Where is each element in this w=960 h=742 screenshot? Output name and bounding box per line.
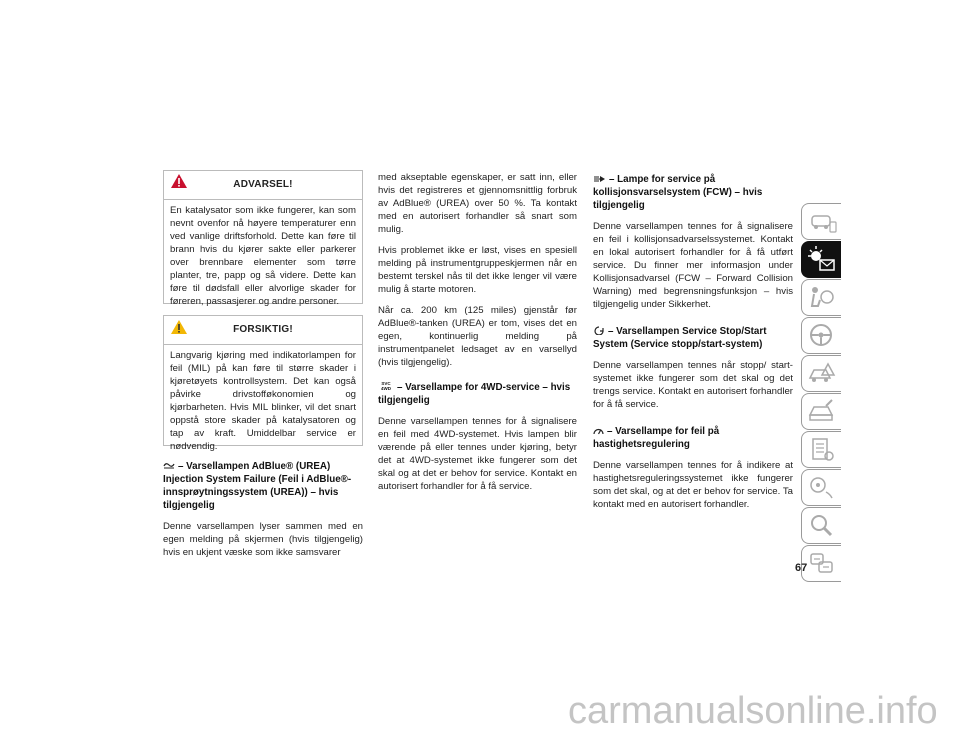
speedometer-lamp-icon — [593, 426, 604, 435]
specifications-list-icon — [802, 432, 840, 467]
tab-emergency[interactable] — [801, 355, 841, 392]
fcw-text: Denne varsellampen tennes for å signalisere en feil i kollisjonsadvarselssystemet. Kontakt en lokal autorisert forhandler for å få utført service. Du finner mer informasjon under Kollisjonsadvarsel (FCW – Forward Collision Warning) med begrensningsfunksjon – hvis tilgjengelig under Sikkerhet. — [593, 221, 793, 310]
adblue-paragraph-3: Når ca. 200 km (125 miles) gjenstår før AdBlue®-tanken (UREA) er tom, vises det en egen, kontinuerlig melding på instrumentpanelet ledsaget av en varsellyd (hvis tilgjengelig). — [378, 305, 577, 368]
caution-title: FORSIKTIG! — [233, 324, 293, 335]
car-service-icon — [802, 394, 840, 429]
speed-text: Denne varsellampen tennes for å indikere at hastighetsreguleringssystemet ikke fungerer som det skal, og at det er behov for service. Ta kontakt med en autorisert forhandler. — [593, 460, 793, 510]
warning-text: En katalysator som ikke fungerer, kan som nevnt ovenfor nå høyere temperaturer enn ved vanlige driftsforhold. Dette kan føre til brann hvis du kjører sakte eller parkerer over brennbare elementer som tørre planter, tre, papp og så videre. Dette kan føre til dødsfall eller alvorlige skader for føreren, passasjerer og andre personer. — [170, 205, 356, 307]
caution-box-header — [164, 316, 362, 345]
adblue-paragraph-1: Denne varsellampen lyser sammen med en egen melding på skjermen (hvis tilgjengelig) hvis en ukjent væske som ikke samsvarer — [163, 521, 363, 558]
car-key-icon — [802, 204, 840, 239]
warning-box — [163, 170, 363, 307]
svc4wd-text: Denne varsellampen tennes for å signalisere en feil med 4WD-systemet. Hvis lampen blir værende på eller tennes under kjøring, betyr det at 4WD-systemet ikke fungerer som det skal og at det er behov for service. Kontakt en autorisert forhandler for å få service. — [378, 416, 577, 492]
warning-box-header — [164, 171, 362, 200]
stopstart-heading — [593, 325, 793, 351]
site-watermark: carmanualsonline.info — [568, 690, 938, 732]
adblue-paragraph-2: Hvis problemet ikke er løst, vises en spesiell melding på instrumentgruppeskjermen når en bestemt terskel nås til det ikke lenger vil være mulig å starte motoren. — [378, 245, 577, 295]
adblue-lamp-icon — [163, 462, 175, 470]
right-column — [593, 173, 793, 511]
fcw-heading — [593, 173, 793, 212]
caution-text: Langvarig kjøring med indikatorlampen for feil (MIL) på kan føre til større skader i kjøretøyets kontrollsystem. Det kan også påvirke drivstofføkonomien og kjørbarheten. Hvis MIL blinker, vil det snart oppstå store skader på katalysatoren og tap av kraft. Umiddelbar service er nødvendig. — [170, 350, 356, 452]
warning-title: ADVARSEL! — [233, 179, 293, 190]
fcw-lamp-icon — [593, 175, 606, 183]
adblue-section — [163, 460, 363, 559]
stopstart-heading-text: – Varsellampen Service Stop/Start System (Service stopp/start-system) — [593, 326, 767, 350]
tab-driving[interactable] — [801, 317, 841, 354]
multimedia-icon — [802, 470, 840, 505]
dashboard-warning-lights-icon — [802, 242, 840, 277]
svc4wd-lamp-icon: SVC 4WD — [381, 381, 391, 391]
magnifier-icon — [802, 508, 840, 543]
speed-heading-text: – Varsellampe for feil på hastighetsregulering — [593, 426, 720, 450]
adblue-paragraph-1-continued: med akseptable egenskaper, er satt inn, eller hvis det registreres et gjennomsnittlig forbruk av AdBlue® (UREA) over 50 %. Ta kontakt med en autorisert forhandler så snart som mulig. — [378, 172, 577, 235]
airbag-person-icon — [802, 280, 840, 315]
adblue-heading-text: – Varsellampen AdBlue® (UREA) Injection System Failure (Feil i AdBlue®-innsprøytningssystem (UREA)) – hvis tilgjengelig — [163, 461, 352, 511]
page-number: 67 — [795, 562, 808, 574]
middle-column — [378, 171, 577, 493]
stopstart-text: Denne varsellampen tennes når stopp/ start-systemet ikke fungerer som det skal og det trengs service. Kontakt en autorisert forhandler for å få service. — [593, 360, 793, 410]
language-icon — [802, 546, 840, 581]
stopstart-lamp-icon — [593, 326, 605, 335]
tab-vehicle-intro[interactable] — [801, 203, 841, 240]
tab-dashboard-lights[interactable] — [801, 241, 841, 278]
fcw-heading-text: – Lampe for service på kollisjonsvarselsystem (FCW) – hvis tilgjengelig — [593, 174, 763, 211]
car-warning-icon — [802, 356, 840, 391]
svc4wd-heading — [378, 381, 577, 407]
svc4wd-heading-text: – Varsellampe for 4WD-service – hvis tilgjengelig — [378, 382, 571, 406]
tab-multimedia[interactable] — [801, 469, 841, 506]
speed-heading — [593, 425, 793, 451]
adblue-heading — [163, 460, 363, 512]
tab-index[interactable] — [801, 507, 841, 544]
caution-box — [163, 315, 363, 452]
tab-safety[interactable] — [801, 279, 841, 316]
tab-specifications[interactable] — [801, 431, 841, 468]
steering-wheel-icon — [802, 318, 840, 353]
tab-service[interactable] — [801, 393, 841, 430]
